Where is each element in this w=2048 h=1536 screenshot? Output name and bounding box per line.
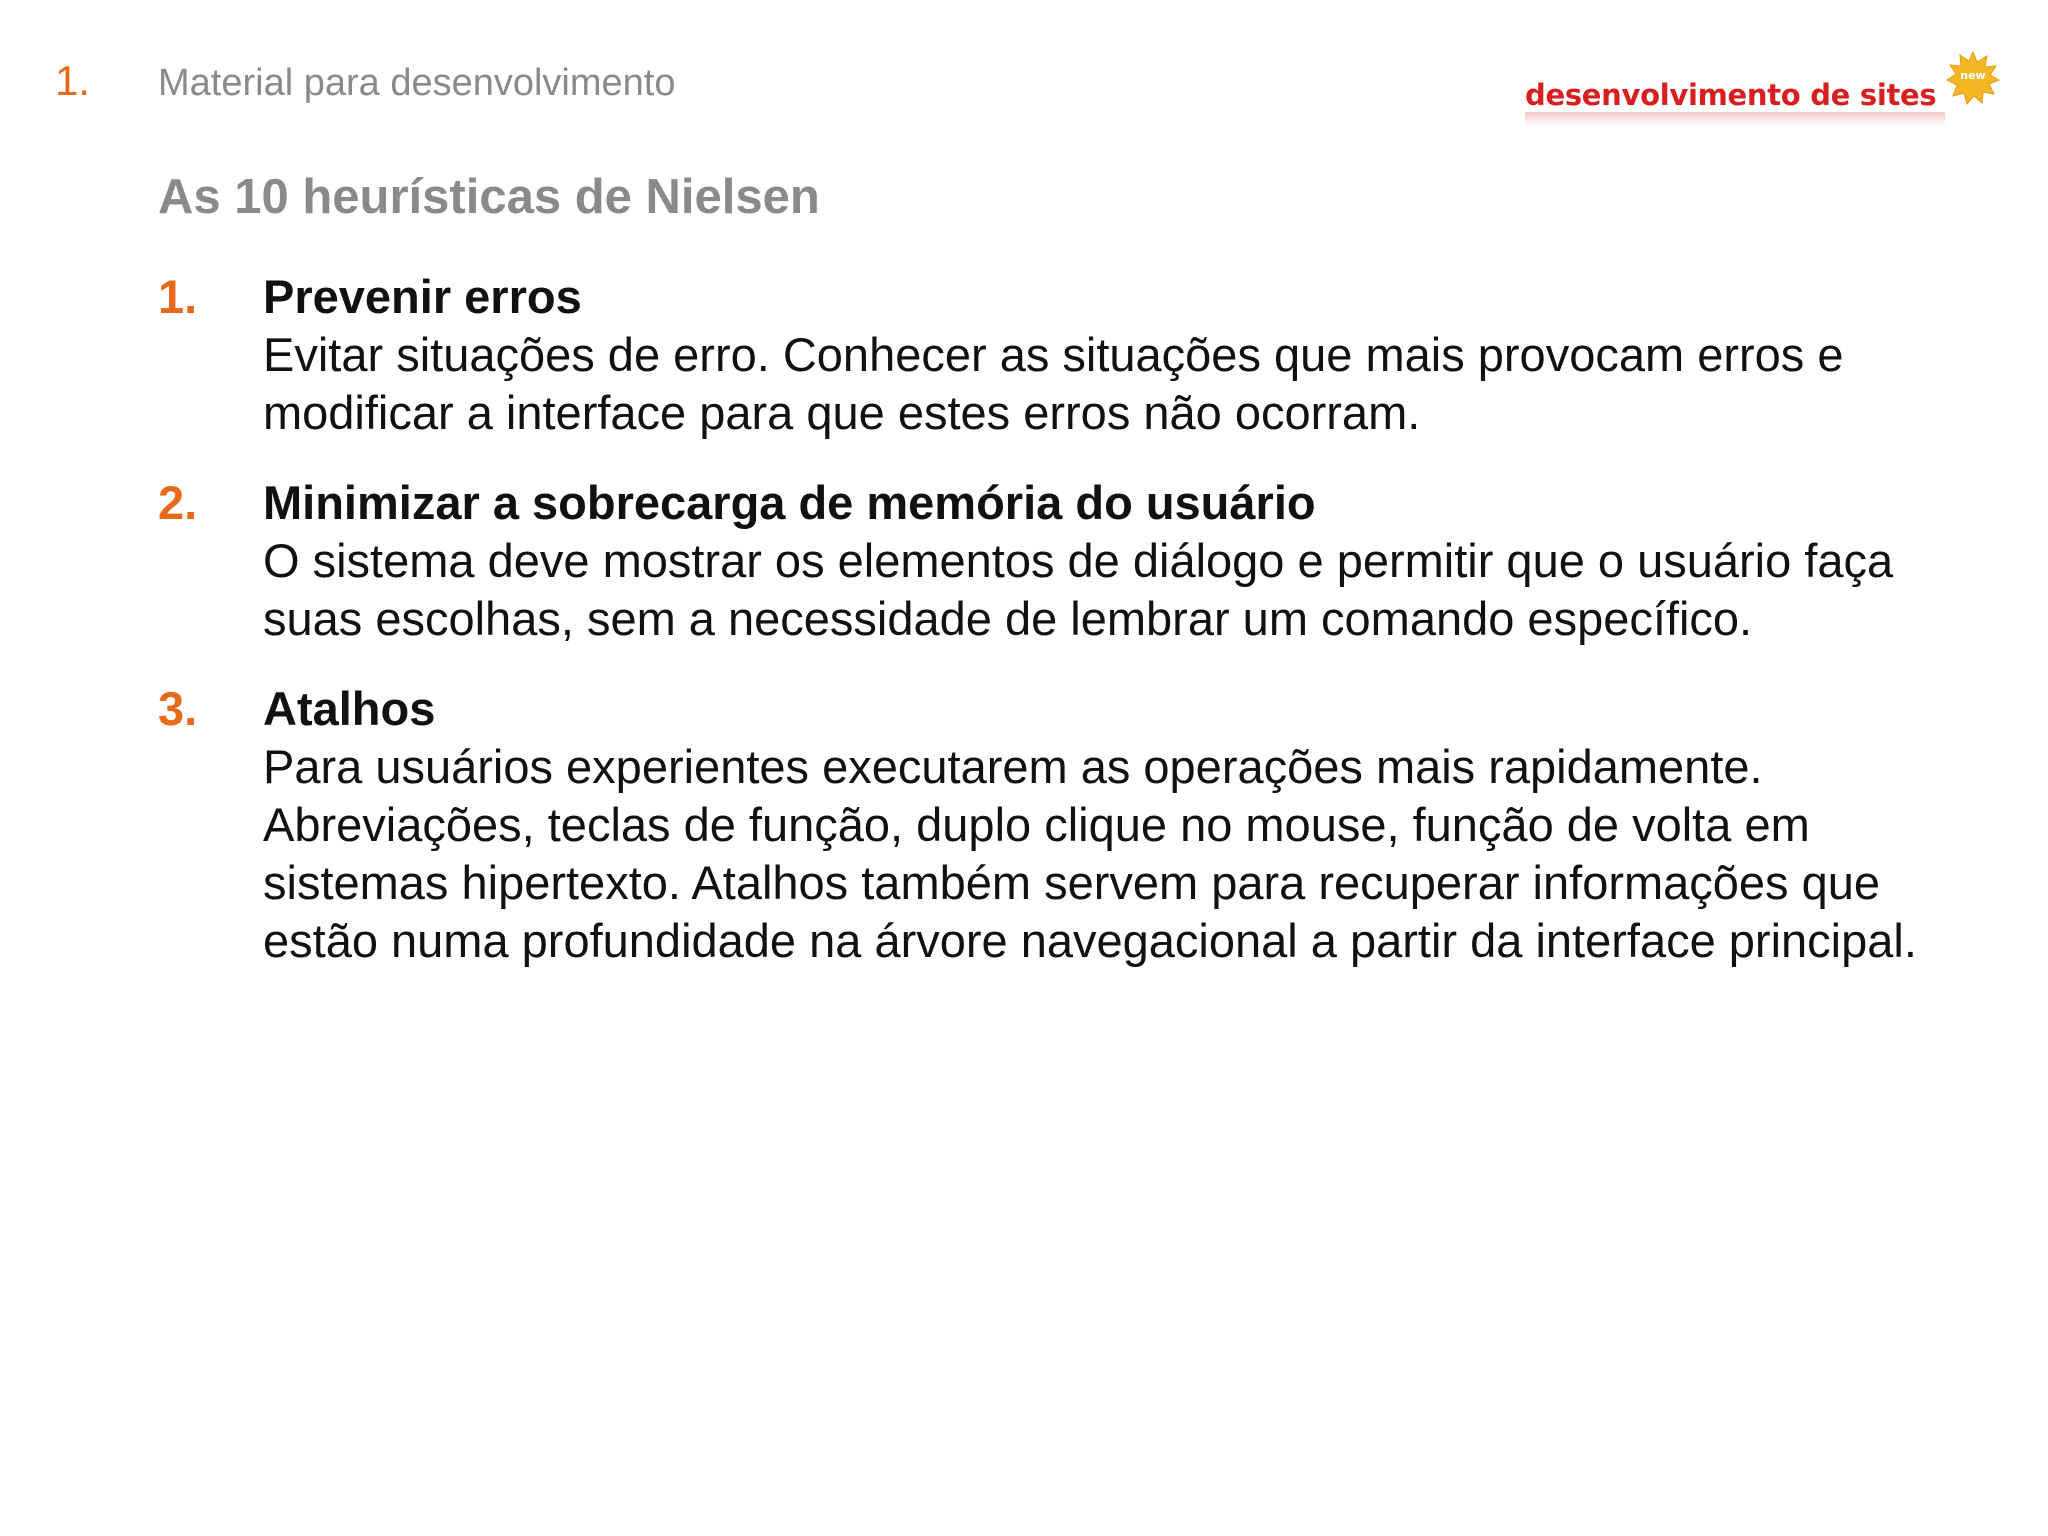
item-number: 1. bbox=[158, 270, 198, 323]
section-title: Material para desenvolvimento bbox=[158, 62, 676, 104]
starburst-badge-icon bbox=[1945, 50, 2001, 106]
item-description: Para usuários experientes executarem as operações mais rapidamente. Abreviações, teclas de função, duplo clique no mouse, função de volta em sistemas hipertexto. Atalhos também servem para recuperar informações que estão numa profundidade na árvore navegacional a partir da interface principal. bbox=[263, 740, 1917, 967]
item-title: Atalhos bbox=[263, 682, 436, 735]
logo-badge-text: new bbox=[1960, 69, 1986, 82]
page-heading: As 10 heurísticas de Nielsen bbox=[158, 170, 820, 224]
logo-text: desenvolvimento de sites bbox=[1525, 78, 1937, 112]
item-description: Evitar situações de erro. Conhecer as situações que mais provocam erros e modificar a interface para que estes erros não ocorram. bbox=[263, 328, 1844, 439]
item-number: 3. bbox=[158, 682, 198, 735]
item-number: 2. bbox=[158, 476, 198, 529]
logo bbox=[1525, 50, 1995, 130]
item-title: Prevenir erros bbox=[263, 270, 582, 323]
item-description: O sistema deve mostrar os elementos de diálogo e permitir que o usuário faça suas escolhas, sem a necessidade de lembrar um comando específico. bbox=[263, 534, 1894, 645]
item-title: Minimizar a sobrecarga de memória do usuário bbox=[263, 476, 1316, 529]
logo-reflection bbox=[1525, 112, 1945, 126]
list-item bbox=[158, 268, 1978, 442]
list-item bbox=[158, 680, 1978, 970]
heuristics-list bbox=[158, 268, 1978, 1002]
section-number: 1. bbox=[55, 57, 91, 104]
list-item bbox=[158, 474, 1978, 648]
